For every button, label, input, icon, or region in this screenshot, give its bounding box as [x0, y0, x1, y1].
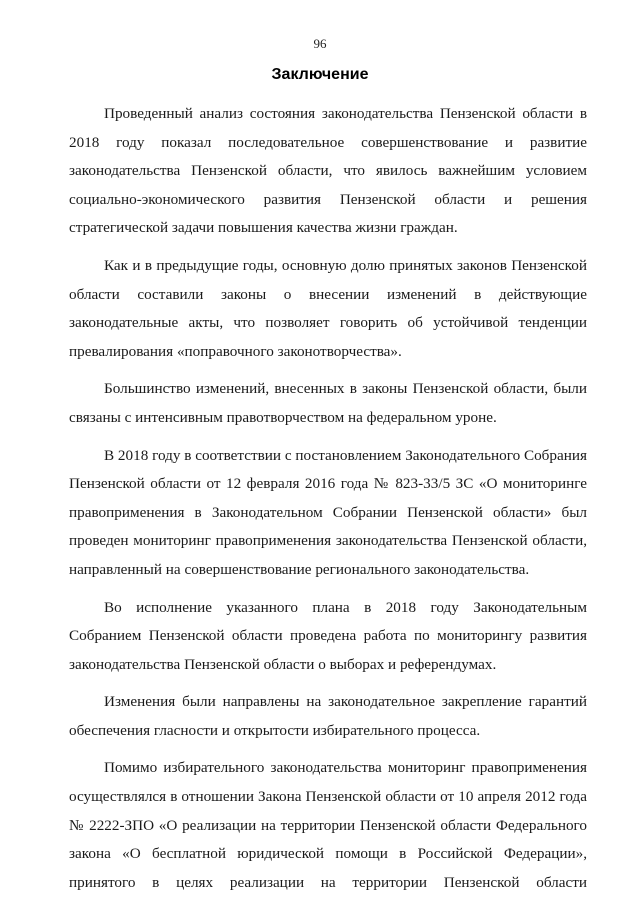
paragraph-6: Изменения были направлены на законодательное закрепление гарантий обеспечения гласности и открытости избирательного процесса.	[69, 693, 587, 739]
paragraph-4: В 2018 году в соответствии с постановлением Законодательного Собрания Пензенской области от 12 февраля 2016 года № 823-33/5 ЗС «О мониторинге правоприменения в Законодательном Собрании Пензенской области» был проведен мониторинг правоприменения законодательства Пензенской области, направленный на совершенствование регионального законодательства.	[69, 446, 587, 578]
paragraph-2: Как и в предыдущие годы, основную долю принятых законов Пензенской области составили законы о внесении изменений в действующие законодательные акты, что позволяет говорить об устойчивой тенденции превалирования «поправочного законотворчества».	[69, 256, 587, 360]
paragraph-5: Во исполнение указанного плана в 2018 году Законодательным Собранием Пензенской области проведена работа по мониторингу развития законодательства Пензенской области о выборах и референдумах.	[69, 598, 587, 673]
document-body	[69, 100, 587, 906]
section-title: Заключение	[271, 66, 369, 83]
paragraph-1: Проведенный анализ состояния законодательства Пензенской области в 2018 году показал последовательное совершенствование и развитие законодательства Пензенской области, что явилось важнейшим условием социально-экономического развития Пензенской области и решения стратегической задачи повышения качества жизни граждан.	[69, 105, 587, 237]
paragraph-7: Помимо избирательного законодательства мониторинг правоприменения осуществлялся в отношении Закона Пензенской области от 10 апреля 2012 года № 2222-ЗПО «О реализации на территории Пензенской области Федерального закона «О бесплатной юридической помощи в Российской Федерации», принятого в целях реализации на территории Пензенской области	[69, 759, 587, 891]
page-number: 96	[313, 36, 327, 51]
paragraph-3: Большинство изменений, внесенных в законы Пензенской области, были связаны с интенсивным правотворчеством на федеральном уроне.	[69, 380, 587, 426]
